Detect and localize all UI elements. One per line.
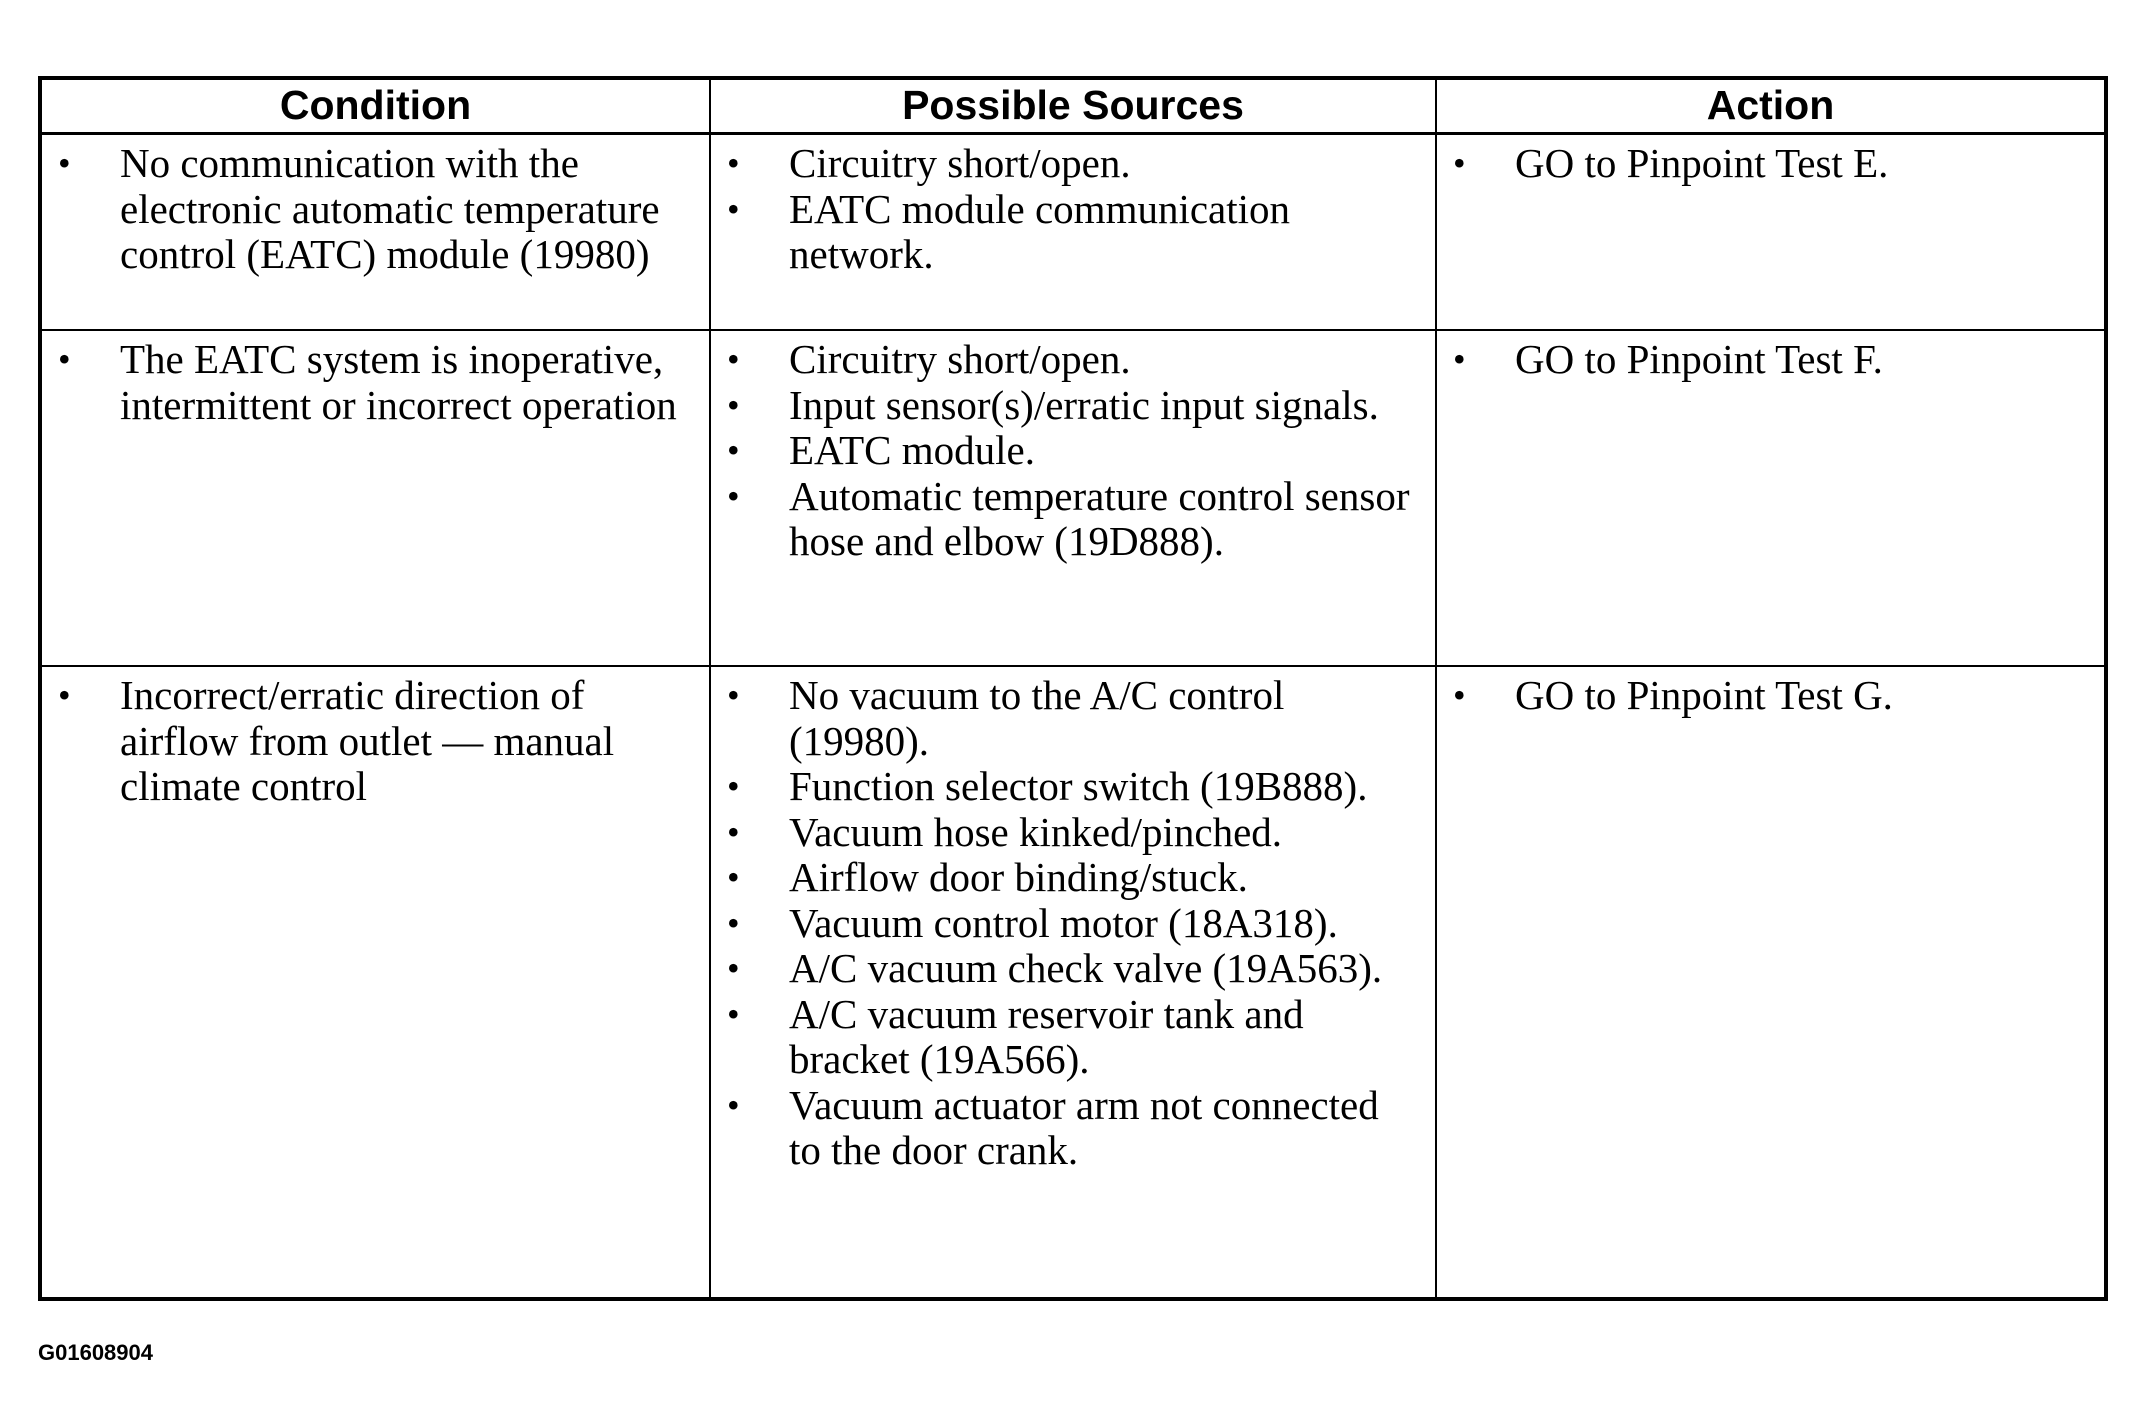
bullet-icon: •: [727, 766, 740, 806]
header-action: Action: [1436, 78, 2106, 134]
action-cell: [1436, 666, 2106, 1299]
list-item: [711, 474, 1415, 565]
sources-cell: [710, 666, 1436, 1299]
bullet-icon: •: [1453, 143, 1466, 183]
table-row: [40, 330, 2106, 666]
list-item: [711, 901, 1415, 947]
sources-cell: [710, 134, 1436, 331]
list-item: [711, 1083, 1415, 1174]
list-item: [1437, 673, 2084, 719]
source-text: Airflow door binding/stuck.: [789, 854, 1248, 900]
bullet-icon: •: [58, 675, 71, 715]
header-condition: Condition: [40, 78, 710, 134]
source-text: Circuitry short/open.: [789, 336, 1131, 382]
list-item: [1437, 141, 2084, 187]
source-text: Vacuum actuator arm not connected to the door crank.: [789, 1081, 1379, 1173]
condition-cell: [40, 134, 710, 331]
source-text: EATC module communication network.: [789, 185, 1291, 277]
header-possible-sources: Possible Sources: [710, 78, 1436, 134]
list-item: [711, 810, 1415, 856]
list-item: [711, 383, 1415, 429]
sources-list: [711, 331, 1435, 565]
source-text: Input sensor(s)/erratic input signals.: [789, 381, 1379, 428]
bullet-icon: •: [727, 1084, 740, 1125]
source-text: Function selector switch (19B888).: [789, 763, 1368, 809]
action-list: [1437, 331, 2104, 383]
source-text: No vacuum to the A/C control (19980).: [789, 672, 1285, 764]
bullet-icon: •: [727, 857, 740, 897]
list-item: [1437, 337, 2084, 383]
sources-list: [711, 135, 1435, 278]
bullet-icon: •: [727, 948, 740, 988]
bullet-icon: •: [1453, 675, 1466, 715]
bullet-icon: •: [727, 902, 740, 943]
source-text: Vacuum hose kinked/pinched.: [789, 808, 1283, 855]
list-item: [711, 992, 1415, 1083]
action-list: [1437, 667, 2104, 719]
action-list: [1437, 135, 2104, 187]
action-cell: [1436, 330, 2106, 666]
source-text: Automatic temperature control sensor hose and elbow (19D888).: [789, 472, 1410, 564]
list-item: [711, 337, 1415, 383]
bullet-icon: •: [727, 675, 740, 715]
diagnosis-table: [38, 76, 2108, 1301]
condition-text: No communication with the electronic automatic temperature control (EATC) module (19980): [120, 140, 660, 277]
bullet-icon: •: [1453, 339, 1466, 379]
list-item: [711, 764, 1415, 810]
list-item: [42, 337, 689, 428]
condition-list: [42, 667, 709, 810]
bullet-icon: •: [727, 188, 740, 229]
bullet-icon: •: [727, 430, 740, 470]
list-item: [711, 855, 1415, 901]
list-item: [711, 141, 1415, 187]
table-row: [40, 134, 2106, 331]
figure-id: G01608904: [38, 1340, 153, 1365]
table-header-row: [40, 78, 2106, 134]
bullet-icon: •: [727, 811, 740, 852]
action-text: GO to Pinpoint Test F.: [1515, 336, 1883, 382]
bullet-icon: •: [727, 993, 740, 1034]
action-text: GO to Pinpoint Test E.: [1515, 140, 1889, 186]
bullet-icon: •: [727, 339, 740, 379]
condition-list: [42, 135, 709, 278]
source-text: Vacuum control motor (18A318).: [789, 899, 1338, 946]
sources-cell: [710, 330, 1436, 666]
source-text: A/C vacuum check valve (19A563).: [789, 945, 1383, 991]
list-item: [42, 141, 689, 278]
condition-cell: [40, 666, 710, 1299]
bullet-icon: •: [727, 384, 740, 425]
list-item: [711, 946, 1415, 992]
action-text: GO to Pinpoint Test G.: [1515, 672, 1893, 718]
bullet-icon: •: [58, 143, 71, 183]
source-text: EATC module.: [789, 427, 1035, 473]
list-item: [711, 187, 1415, 278]
condition-text: The EATC system is inoperative, intermittent or incorrect operation: [120, 336, 677, 428]
source-text: Circuitry short/open.: [789, 140, 1131, 186]
bullet-icon: •: [727, 475, 740, 516]
condition-cell: [40, 330, 710, 666]
list-item: [711, 673, 1415, 764]
condition-text: Incorrect/erratic direction of airflow from outlet — manual climate control: [120, 672, 615, 809]
bullet-icon: •: [727, 143, 740, 183]
action-cell: [1436, 134, 2106, 331]
source-text: A/C vacuum reservoir tank and bracket (19A566).: [789, 990, 1304, 1082]
condition-list: [42, 331, 709, 428]
list-item: [711, 428, 1415, 474]
table-row: [40, 666, 2106, 1299]
bullet-icon: •: [58, 339, 71, 379]
sources-list: [711, 667, 1435, 1174]
list-item: [42, 673, 689, 810]
